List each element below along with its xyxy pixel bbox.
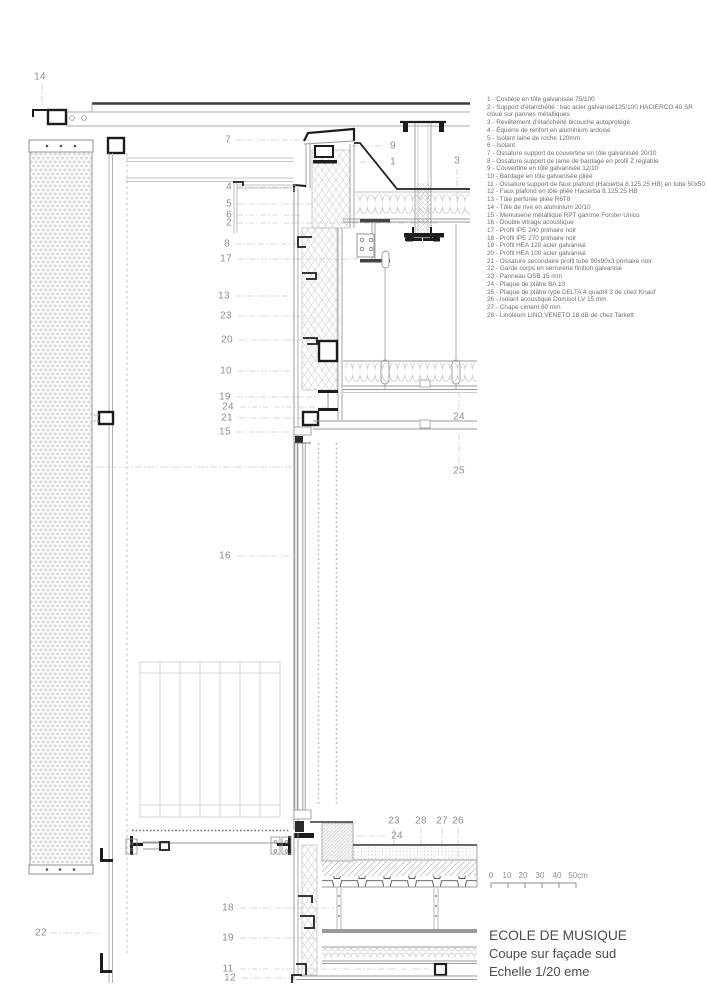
glazing: [294, 443, 337, 838]
callout-label: 3: [454, 155, 460, 167]
legend-item: 16 - Double vitrage acoustique: [487, 219, 574, 227]
lower-wall: [292, 833, 317, 983]
callout-label: 20: [221, 334, 233, 346]
legend-item: 10 - Bardage en tôle galvanisée pliée: [487, 173, 593, 181]
title-block: [489, 926, 627, 981]
legend-list: [487, 96, 705, 319]
callout-label: 24: [453, 411, 465, 423]
legend-item: 2 - Support d'étanchéité : bac acier galvanisé125/100 HACIERCO 40 SR cloué sur pannes métalliques: [487, 103, 693, 119]
column: [400, 122, 446, 242]
legend-item: 4 - Équerre de renfort en aluminium ardoisé: [487, 126, 611, 134]
legend-item: 28 - Linoléum LINO VENETO 18 dB de chez Tarkett: [487, 311, 634, 319]
callout-label: 21: [221, 412, 233, 424]
legend-item: 25 - Plaque de plâtre type DELTA 4 quadril 3 de chez Knauf: [487, 288, 656, 296]
legend-item: 19 - Profil HEA 120 acier galvanisé: [487, 242, 586, 250]
drawing-scale: Echelle 1/20 eme: [489, 964, 590, 979]
callout-label: 6: [226, 209, 232, 221]
callout-label: 26: [452, 815, 464, 827]
legend-item: 13 - Tôle perforée pliée R6T8: [487, 196, 571, 204]
legend-item: 17 - Profil IPE 240 primaire noir: [487, 226, 577, 234]
legend-item: 8 - Ossature support de lame de bardage en profil Z réglable: [487, 157, 659, 165]
callout-label: 25: [453, 465, 465, 477]
callout-label: 19: [219, 391, 231, 403]
legend-item: 23 - Panneau OSB 15 mm: [487, 273, 562, 281]
callout-label: 1: [390, 156, 396, 168]
legend-item: 9 - Couvertine en tôle galvanisée 12/10: [487, 165, 599, 173]
project-title: ECOLE DE MUSIQUE: [489, 928, 627, 943]
scalebar-label: 30: [535, 871, 545, 880]
scalebar-label: 10: [502, 871, 512, 880]
callout-label: 24: [391, 830, 403, 842]
callout-label: 14: [34, 71, 46, 83]
scalebar-label: 50cm: [568, 871, 588, 880]
callout-label: 12: [224, 972, 236, 984]
callout-label: 5: [226, 198, 232, 210]
callout-label: 4: [226, 181, 232, 193]
legend-item: 14 - Tôle de rive en aluminium 20/10: [487, 203, 591, 211]
callout-label: 8: [224, 238, 230, 250]
legend-item: 24 - Plaque de plâtre BA 13: [487, 280, 566, 288]
legend-item: 18 - Profil IPE 270 primaire noir: [487, 234, 577, 242]
guardrail-post: [85, 138, 294, 983]
callout-label: 15: [219, 426, 231, 438]
callout-label: 24: [222, 401, 234, 413]
legend-item: 7 - Ossature support de couvertine en tôle galvanisée 20/10: [487, 149, 657, 157]
scalebar-label: 40: [552, 871, 562, 880]
leader-lines: [42, 84, 459, 978]
callout-label: 16: [219, 550, 231, 562]
callout-label: 28: [415, 815, 427, 827]
legend-item: 27 - Chape ciment 60 mm: [487, 303, 561, 311]
bottom-ceiling: [296, 888, 477, 980]
perforated-panel: [29, 140, 93, 874]
legend-item: 6 - Isolant: [487, 142, 516, 150]
legend-item: 1 - Costière en tôle galvanisée 75/100: [487, 96, 595, 103]
grille-panel: [140, 662, 280, 817]
walkway: [126, 831, 291, 856]
callout-label: 23: [220, 310, 232, 322]
scale-bar: [491, 883, 576, 888]
legend-item: 21 - Ossature secondaire profil tube 90x90x3 primaire noir: [487, 257, 652, 265]
callout-label: 11: [222, 963, 234, 975]
legend-item: 15 - Menuiserie métallique RPT gamme Forster Unico: [487, 211, 640, 219]
callout-label: 27: [436, 815, 448, 827]
callout-label: 17: [220, 253, 232, 265]
legend-item: 20 - Profil HEA 100 acier galvanisé: [487, 250, 586, 258]
callout-label: 19: [222, 932, 234, 944]
legend-item: 3 - Revêtement d'étanchéité bicouche autoprotégé: [487, 119, 630, 127]
scalebar-label: 0: [488, 871, 494, 880]
callout-label: 23: [388, 815, 400, 827]
drawing-title: Coupe sur façade sud: [489, 946, 617, 961]
roof-buildup: [343, 140, 470, 263]
scalebar-label: 20: [518, 871, 528, 880]
legend-item: 22 - Garde corps en serrurerie finition galvanisé: [487, 265, 622, 273]
legend-item: 5 - Isolant laine de roche 120mm: [487, 134, 581, 142]
legend-item: 12 - Faux plafond en tôle pliée Hacierba 8.125.25 HB: [487, 188, 638, 196]
callout-label: 10: [220, 365, 232, 377]
legend-item: 11 - Ossature support de faux plafond (Hacierba 8.125.25 HB) en tube 50x50: [487, 180, 706, 188]
callout-label: 2: [226, 217, 232, 229]
callout-label: 7: [225, 134, 231, 146]
callout-label: 13: [218, 290, 230, 302]
callout-label: 18: [222, 902, 234, 914]
callout-label: 9: [390, 140, 396, 152]
legend-item: 26 - Isolant acoustique Domisol LV 15 mm: [487, 296, 607, 304]
callout-label: 22: [35, 927, 47, 939]
